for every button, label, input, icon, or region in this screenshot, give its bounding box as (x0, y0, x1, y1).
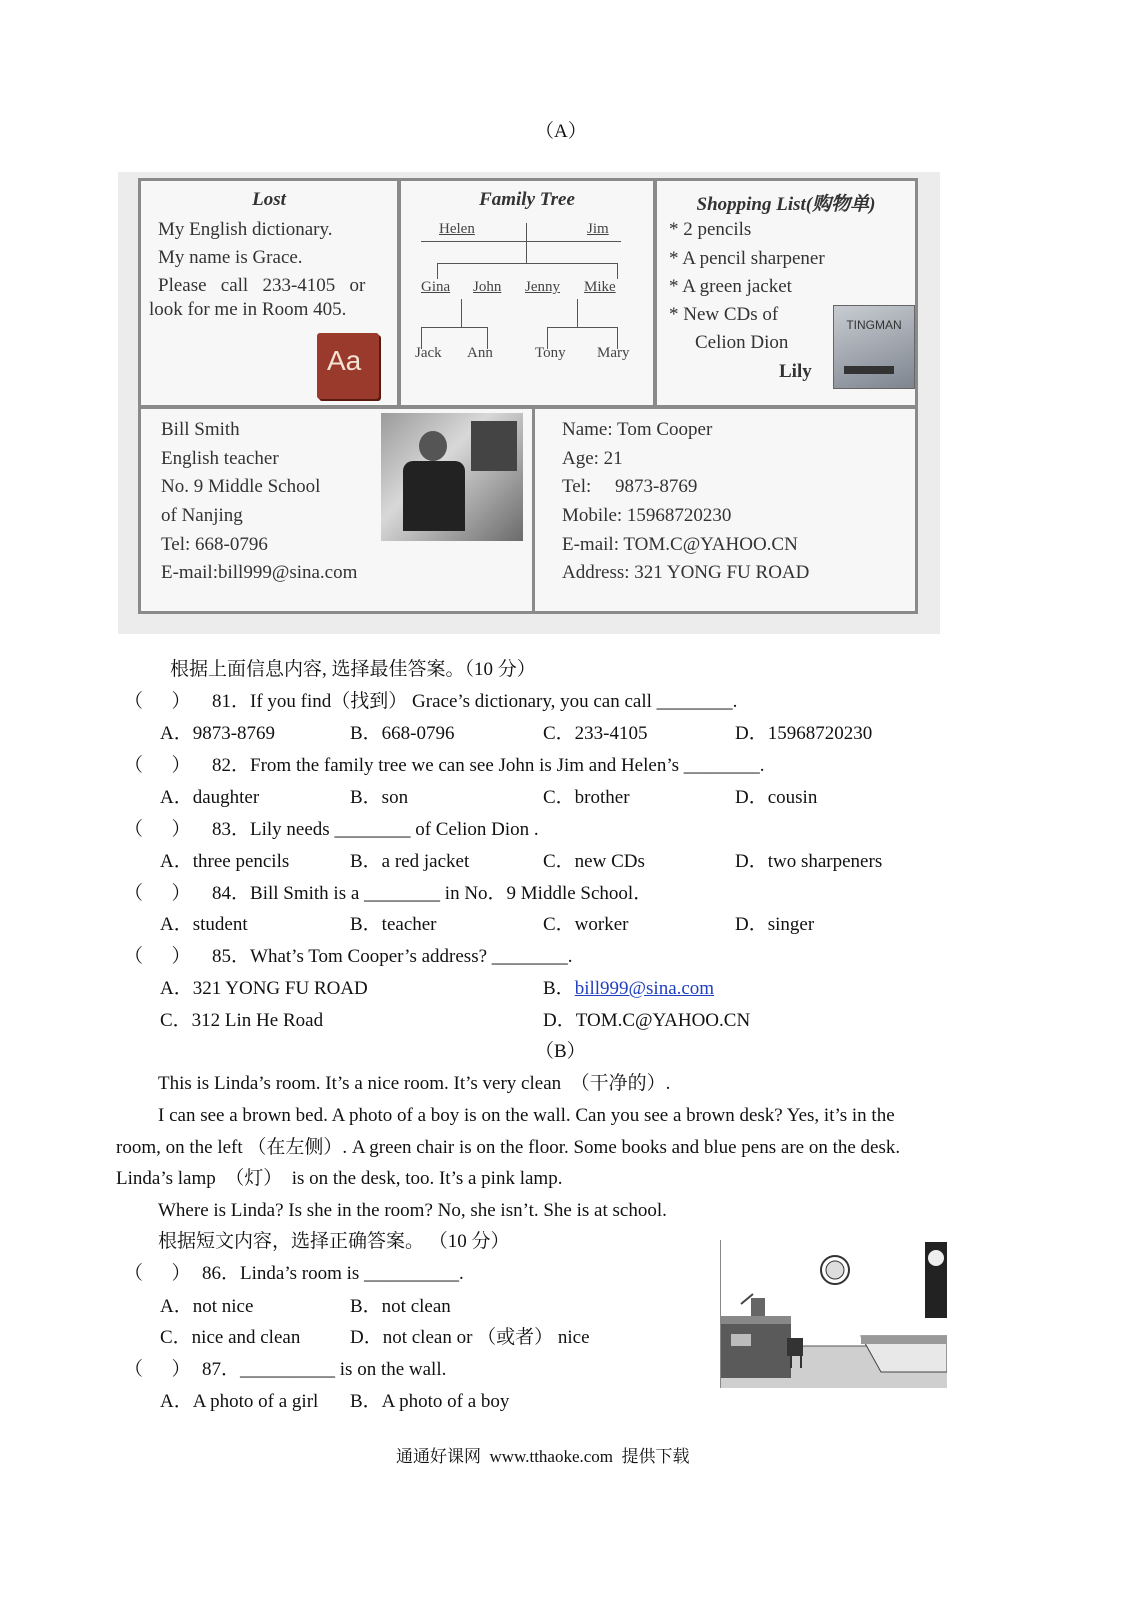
q87-option-b[interactable]: B．A photo of a boy (350, 1391, 510, 1412)
bill-line-5: Tel: 668-0796 (161, 534, 268, 555)
q87-text: __________ is on the wall. (240, 1359, 447, 1380)
q84-option-d[interactable]: D．singer (735, 914, 815, 935)
bill-smith-photo (381, 413, 523, 541)
email-link[interactable]: bill999@sina.com (574, 978, 715, 999)
bill-line-4: of Nanjing (161, 505, 243, 526)
tom-line-5: E-mail: TOM.C@YAHOO.CN (562, 534, 798, 555)
tom-line-2: Age: 21 (562, 448, 623, 469)
q86-option-b[interactable]: B．not clean (350, 1296, 451, 1317)
q84-option-c[interactable]: C．worker (543, 914, 629, 935)
lost-line-1: My English dictionary. (158, 219, 333, 240)
bill-line-6: E-mail:bill999@sina.com (161, 562, 358, 583)
q86-option-a[interactable]: A．not nice (160, 1296, 254, 1317)
bill-line-2: English teacher (161, 448, 279, 469)
section-a-instruction: 根据上面信息内容, 选择最佳答案。（10 分） (170, 659, 536, 680)
q86-text: Linda’s room is __________. (240, 1263, 464, 1284)
q82-option-c[interactable]: C．brother (543, 787, 630, 808)
lost-card (138, 178, 400, 408)
q81-option-b[interactable]: B．668-0796 (350, 723, 455, 744)
star-icon: * (669, 276, 683, 297)
info-cards (118, 172, 940, 634)
shop-item-2: A pencil sharpener (682, 248, 825, 269)
q81-option-a[interactable]: A．9873-8769 (160, 723, 276, 744)
tom-line-4: Mobile: 15968720230 (562, 505, 732, 526)
passage-para-2a: I can see a brown bed. A photo of a boy is on the wall. Can you see a brown desk? Yes, it’s in the (158, 1105, 895, 1126)
star-icon: * (669, 219, 684, 240)
room-drawing (721, 1240, 947, 1388)
q83-option-c[interactable]: C．new CDs (543, 851, 645, 872)
q82-text: From the family tree we can see John is Jim and Helen’s ________. (250, 755, 765, 776)
bill-line-1: Bill Smith (161, 419, 240, 440)
q83-option-d[interactable]: D．two sharpeners (735, 851, 883, 872)
q82-option-a[interactable]: A．daughter (160, 787, 260, 808)
q86-option-d[interactable]: D．not clean or （或者） nice (350, 1327, 590, 1348)
shop-item-5: Celion Dion (695, 332, 789, 353)
q83-text: Lily needs ________ of Celion Dion . (250, 819, 539, 840)
star-icon: * (669, 304, 684, 325)
passage-para-2c: Linda’s lamp （灯） is on the desk, too. It’s a pink lamp. (116, 1168, 563, 1189)
tree-jenny: Jenny (525, 279, 560, 295)
passage-para-1: This is Linda’s room. It’s a nice room. It’s very clean （干净的）. (158, 1073, 671, 1094)
cd-cover-text: TINGMAN (846, 318, 902, 332)
tom-line-6: Address: 321 YONG FU ROAD (562, 562, 810, 583)
q85-option-a[interactable]: A．321 YONG FU ROAD (160, 978, 368, 999)
section-b-label: （B） (535, 1041, 586, 1062)
q85-num: 85． (212, 946, 251, 967)
shopping-signature: Lily (779, 361, 812, 382)
answer-blank-87[interactable]: （ ） (124, 1359, 191, 1380)
bill-line-3: No. 9 Middle School (161, 476, 321, 497)
page-footer: 通通好课网 www.tthaoke.com 提供下载 (396, 1447, 690, 1466)
tree-john: John (473, 279, 502, 295)
tree-jim: Jim (587, 221, 609, 237)
q87-option-a[interactable]: A．A photo of a girl (160, 1391, 319, 1412)
q84-text: Bill Smith is a ________ in No．9 Middle School． (250, 883, 653, 904)
q85-option-b-letter: B． (543, 978, 575, 999)
q87-num: 87． (202, 1359, 241, 1380)
answer-blank-84[interactable]: （ ） (124, 883, 191, 904)
answer-blank-81[interactable]: （ ） (124, 691, 191, 712)
q86-num: 86． (202, 1263, 241, 1284)
room-illustration (720, 1240, 947, 1388)
tree-mary: Mary (597, 345, 630, 361)
tree-mike: Mike (584, 279, 616, 295)
dictionary-book-icon (317, 333, 379, 399)
lost-line-4: look for me in Room 405. (149, 299, 347, 320)
shop-item-4: New CDs of (683, 304, 779, 325)
tree-jack: Jack (415, 345, 442, 361)
q83-num: 83． (212, 819, 251, 840)
tom-cooper-card (532, 406, 918, 614)
q81-option-c[interactable]: C．233-4105 (543, 723, 648, 744)
lost-line-3: Please call 233-4105 or (158, 275, 366, 296)
shopping-title: Shopping List(购物单) (696, 194, 876, 215)
q86-option-c[interactable]: C．nice and clean (160, 1327, 301, 1348)
q81-num: 81． (212, 691, 251, 712)
family-tree-title: Family Tree (479, 189, 575, 210)
q81-text: If you find（找到） Grace’s dictionary, you can call ________. (250, 691, 738, 712)
lost-line-2: My name is Grace. (158, 247, 303, 268)
q84-option-b[interactable]: B．teacher (350, 914, 437, 935)
q82-num: 82． (212, 755, 251, 776)
answer-blank-83[interactable]: （ ） (124, 819, 191, 840)
tree-tony: Tony (535, 345, 566, 361)
bill-smith-card (138, 406, 536, 614)
shopping-list-card (654, 178, 918, 408)
answer-blank-82[interactable]: （ ） (124, 755, 191, 776)
tom-line-3: Tel: 9873-8769 (562, 476, 698, 497)
shop-item-1: 2 pencils (683, 219, 752, 240)
family-tree-card (398, 178, 656, 408)
q85-option-b[interactable] (543, 977, 714, 1001)
section-b-instruction: 根据短文内容，选择正确答案。 （10 分） (158, 1231, 510, 1252)
q85-option-c[interactable]: C．312 Lin He Road (160, 1010, 324, 1031)
book-letters: Aa (327, 345, 362, 376)
q84-num: 84． (212, 883, 251, 904)
q85-option-d[interactable]: D．TOM.C@YAHOO.CN (543, 1010, 751, 1031)
tree-ann: Ann (467, 345, 493, 361)
tree-helen: Helen (439, 221, 475, 237)
q84-option-a[interactable]: A．student (160, 914, 248, 935)
star-icon: * (669, 248, 683, 269)
q81-option-d[interactable]: D．15968720230 (735, 723, 873, 744)
passage-para-3: Where is Linda? Is she in the room? No, she isn’t. She is at school. (158, 1200, 667, 1221)
q85-text: What’s Tom Cooper’s address? ________. (250, 946, 573, 967)
cd-cover-image (833, 305, 915, 389)
shop-item-3: A green jacket (682, 276, 792, 297)
tree-gina: Gina (421, 279, 451, 295)
q82-option-d[interactable]: D．cousin (735, 787, 818, 808)
passage-para-2b: room, on the left （在左侧）. A green chair is on the floor. Some books and blue pens are on the desk. (116, 1137, 901, 1158)
section-a-label: （A） (535, 121, 587, 142)
answer-blank-85[interactable]: （ ） (124, 946, 191, 967)
q83-option-b[interactable]: B．a red jacket (350, 851, 470, 872)
q82-option-b[interactable]: B．son (350, 787, 409, 808)
lost-title: Lost (252, 189, 286, 210)
tom-line-1: Name: Tom Cooper (562, 419, 713, 440)
q83-option-a[interactable]: A．three pencils (160, 851, 290, 872)
answer-blank-86[interactable]: （ ） (124, 1263, 191, 1284)
